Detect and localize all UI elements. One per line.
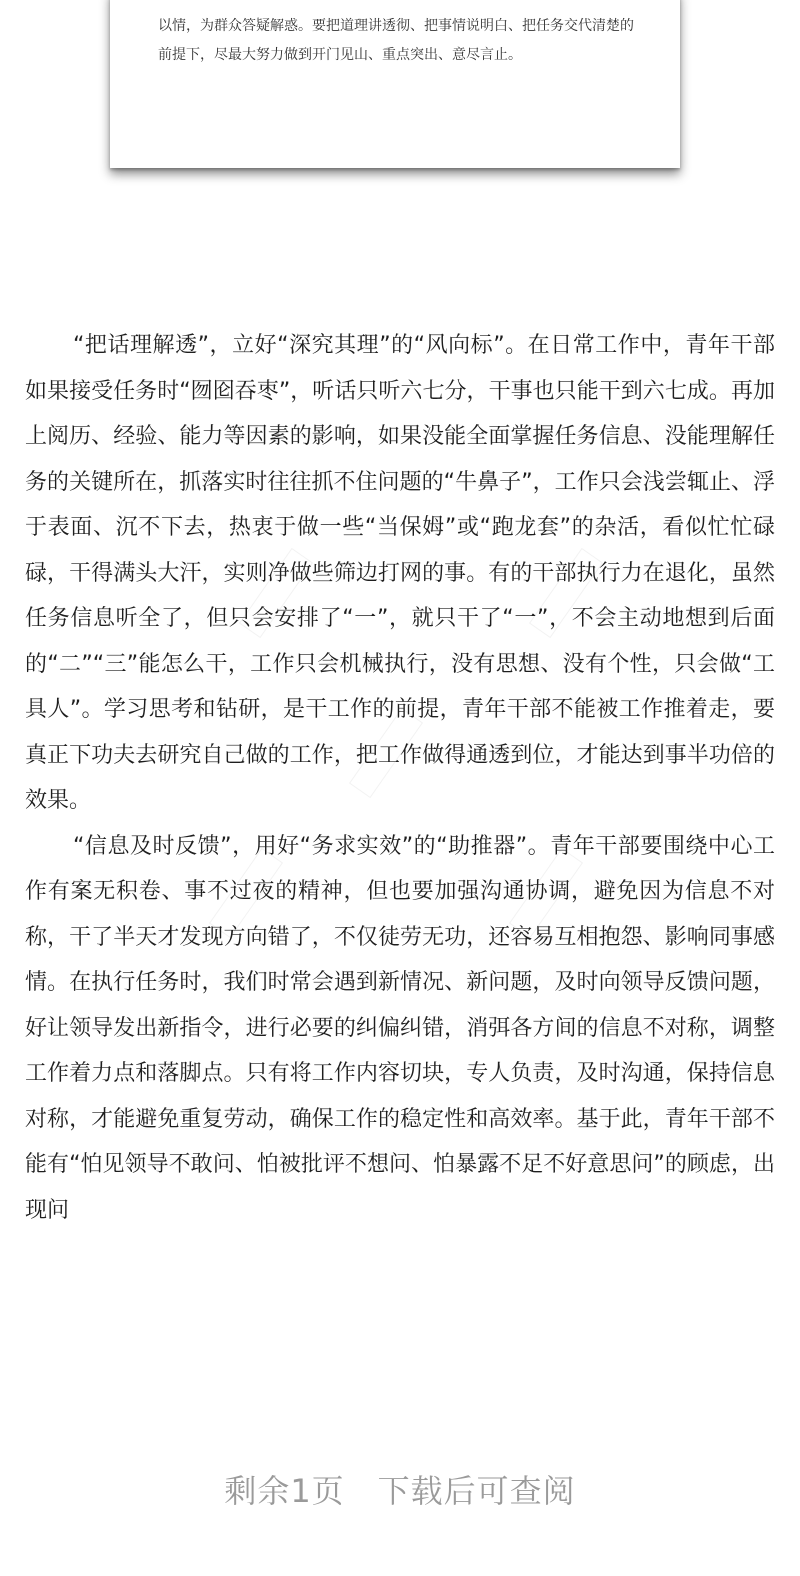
remaining-pages-notice[interactable]: 剩余1页 下载后可查阅 bbox=[224, 1472, 576, 1510]
article-paragraph: “信息及时反馈”，用好“务求实效”的“助推器”。青年干部要围绕中心工作有案无积卷、事不过夜的精神，但也要加强沟通协调，避免因为信息不对称，干了半天才发现方向错了，不仅徒劳无功，还容易互相抱怨、影响同事感情。在执行任务时，我们时常会遇到新情况、新问题，及时向领导反馈问题，好让领导发出新指令，进行必要的纠偏纠错，消弭各方间的信息不对称，调整工作着力点和落脚点。只有将工作内容切块，专人负责，及时沟通，保持信息对称，才能避免重复劳动，确保工作的稳定性和高效率。基于此，青年干部不能有“怕见领导不敢问、怕被批评不想问、怕暴露不足不好意思问”的顾虑，出现问 bbox=[25, 833, 775, 1223]
article-body bbox=[25, 323, 775, 1233]
preview-card bbox=[110, 0, 680, 168]
card-text: 以情，为群众答疑解惑。要把道理讲透彻、把事情说明白、把任务交代清楚的前提下，尽最大努力做到开门见山、重点突出、意尽言止。 bbox=[158, 18, 634, 63]
article-paragraph: “把话理解透”，立好“深究其理”的“风向标”。在日常工作中，青年干部如果接受任务时“囫囵吞枣”，听话只听六七分，干事也只能干到六七成。再加上阅历、经验、能力等因素的影响，如果没能全面掌握任务信息、没能理解任务的关键所在，抓落实时往往抓不住问题的“牛鼻子”，工作只会浅尝辄止、浮于表面、沉不下去，热衷于做一些“当保姆”或“跑龙套”的杂活，看似忙忙碌碌，干得满头大汗，实则净做些筛边打网的事。有的干部执行力在退化，虽然任务信息听全了，但只会安排了“一”，就只干了“一”，不会主动地想到后面的“二”“三”能怎么干，工作只会机械执行，没有思想、没有个性，只会做“工具人”。学习思考和钻研，是干工作的前提，青年干部不能被工作推着走，要真正下功夫去研究自己做的工作，把工作做得通透到位，才能达到事半功倍的效果。 bbox=[25, 333, 775, 813]
